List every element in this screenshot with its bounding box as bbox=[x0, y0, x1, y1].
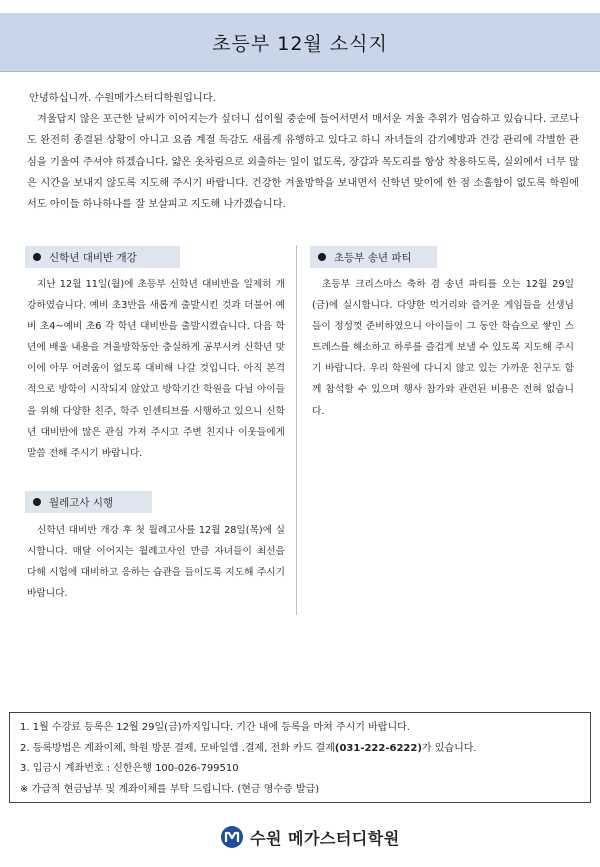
section-text-monthly-test: 신학년 대비반 개강 후 첫 월례고사를 12월 28일(목)에 실시합니다. 매달 이어지는 월례고사인 만큼 자녀들이 최선을 다해 시험에 대비하고 응하는 습관을 들이도록 지도해 주시기 바랍니다. bbox=[27, 525, 285, 600]
bullet-icon bbox=[318, 253, 326, 261]
academy-logo-icon bbox=[220, 825, 244, 849]
section-heading-party bbox=[310, 246, 437, 268]
notice-item: 1. 1월 수강료 등록은 12월 29일(금)까지입니다. 기간 내에 등록을 마쳐 주시기 바랍니다. bbox=[20, 722, 410, 733]
section-heading-label: 신학년 대비반 개강 bbox=[49, 251, 137, 264]
bullet-icon bbox=[33, 498, 41, 506]
phone-number: (031-222-6222) bbox=[334, 742, 422, 754]
intro-greeting: 안녕하십니까. 수원메가스터디학원입니다. bbox=[29, 93, 216, 104]
intro-body: 겨울답지 않은 포근한 날씨가 이어지는가 싶더니 십이월 중순에 들어서면서 매서운 겨울 추위가 엄습하고 있습니다. 코로나도 완전히 종결된 상황이 아니고 요즘 계절 독감도 새롭게 유행하고 있다고 하니 자녀들의 감기예방과 건강 관리에 각별한 관심을 기울여 주셔야 하겠습니다. 얇은 옷차림으로 외출하는 일이 없도록, 장갑과 목도리를 항상 착용하도록, 실외에서 너무 많은 시간을 보내지 않도록 지도해 주시기 바랍니다. 건강한 겨울방학을 보내면서 신학년 맞이에 한 점 소홀함이 없도록 학원에서도 아이들 하나하나를 잘 보살피고 지도해 나가겠습니다. bbox=[27, 114, 579, 211]
section-text-party: 초등부 크리스마스 축하 겸 송년 파티를 오는 12월 29일(금)에 실시합니다. 다양한 먹거리와 즐거운 게임들을 선생님들이 정성껏 준비하였으니 아이들이 그 동안 학습으로 쌓인 스트레스를 해소하고 하루를 즐겁게 보낼 수 있도록 지도해 주시기 바랍니다. 우리 학원에 다니지 않고 있는 가까운 친구도 함께 참석할 수 있으며 행사 참가와 관련된 비용은 전혀 없습니다. bbox=[312, 279, 574, 417]
section-text-new-class: 지난 12월 11일(월)에 초등부 신학년 대비반을 일제히 개강하였습니다. 예비 초3반을 새롭게 출발시킨 것과 더불어 예비 초4~예비 초6 각 학년 대비반을 출발시켰습니다. 다음 학년에 배울 내용을 겨울방학동안 충실하게 공부시켜 신학년 맞이에 아무 어려움이 없도록 대비해 나갈 것입니다. 아직 본격적으로 방학이 시작되지 않았고 방학기간 학원을 다닐 아이들을 위해 다양한 친주, 학주 인센티브를 시행하고 있으니 신학년 대비반에 많은 관심 가져 주시고 주변 친지나 이웃들에게 말씀 전해 주시기 바랍니다. bbox=[27, 279, 285, 459]
column-divider bbox=[296, 245, 297, 615]
notice-item bbox=[20, 739, 590, 760]
academy-name: 수원 메가스터디학원 bbox=[250, 828, 400, 848]
section-heading-monthly-test bbox=[25, 491, 152, 513]
notice-box bbox=[9, 712, 591, 803]
notice-item-text: 가 있습니다. bbox=[421, 742, 477, 754]
notice-list bbox=[10, 713, 590, 800]
bullet-icon bbox=[33, 253, 41, 261]
section-heading-label: 초등부 송년 파티 bbox=[334, 251, 412, 264]
newsletter-title-bar bbox=[0, 13, 600, 72]
notice-item: ※ 가급적 현금납부 및 계좌이체를 부탁 드립니다. (현금 영수증 발급) bbox=[20, 783, 320, 795]
notice-item: 3. 입금시 계좌번호 : 신한은행 100-026-799510 bbox=[20, 763, 239, 775]
section-heading-new-class bbox=[25, 246, 180, 268]
section-heading-label: 월레고사 시행 bbox=[49, 496, 114, 509]
notice-item-text: 2. 등록방법은 계좌이체, 학원 방문 결제, 모바일앱 .결제, 전화 카드 결제 bbox=[20, 742, 335, 754]
academy-logo bbox=[220, 822, 400, 852]
intro-paragraph bbox=[27, 88, 579, 215]
page-title: 초등부 12월 소식지 bbox=[212, 32, 388, 55]
